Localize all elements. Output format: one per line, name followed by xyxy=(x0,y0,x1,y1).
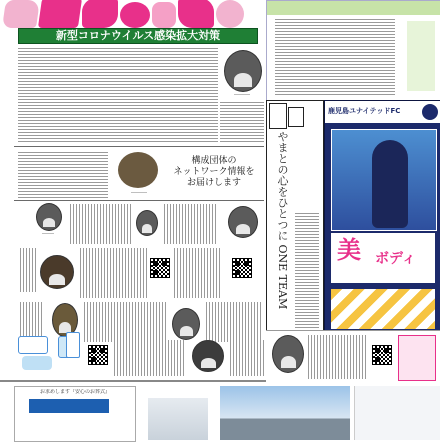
masthead-glyph xyxy=(38,0,82,28)
slogan-body: ボディ xyxy=(375,251,416,267)
schedule-box xyxy=(266,0,440,102)
bottom-ad-banner xyxy=(29,399,109,413)
bottom-ad xyxy=(14,386,136,442)
member-text xyxy=(82,302,168,342)
member-text xyxy=(228,340,264,376)
qr-code[interactable] xyxy=(372,345,392,365)
member-text xyxy=(18,248,38,292)
member-text xyxy=(68,204,132,244)
notice-line-1: 構成団体の xyxy=(191,155,237,166)
slogan-big-char: 美 xyxy=(337,236,361,264)
member-photo xyxy=(272,335,304,373)
member-caption: ――― xyxy=(42,231,54,236)
bottom-right-ad xyxy=(354,386,440,440)
member-photo xyxy=(192,340,224,372)
member-photo xyxy=(136,210,158,236)
article-top-text xyxy=(18,46,218,144)
masthead-glyph xyxy=(82,0,118,28)
member-photo xyxy=(228,206,258,238)
vertical-headline: やまとの心をひとつに ONE TEAM xyxy=(276,131,289,310)
schedule-stripe xyxy=(407,21,435,91)
masthead-glyph xyxy=(216,0,244,28)
schedule-lines xyxy=(275,17,395,97)
sale-badge xyxy=(398,335,436,381)
soccer-ad-stripe xyxy=(331,289,435,329)
masthead-glyph xyxy=(178,0,214,28)
masthead-glyph xyxy=(120,2,150,28)
masthead-glyph xyxy=(2,0,40,28)
member-text xyxy=(78,248,148,298)
member-text xyxy=(172,248,222,298)
qr-code[interactable] xyxy=(232,258,252,278)
bottom-ad-title: お求めします『安心のお葬式』 xyxy=(39,389,110,395)
member-photo xyxy=(40,255,74,289)
mask-illustration xyxy=(18,336,48,354)
masthead-glyph xyxy=(152,2,176,28)
member-text xyxy=(306,335,368,379)
player-figure xyxy=(372,140,408,228)
member-photo xyxy=(36,203,62,231)
network-notice xyxy=(164,150,264,194)
right-feature xyxy=(266,330,440,383)
officer-caption: ―――― xyxy=(131,190,147,195)
soccer-club-name: 鹿児島ユナイテッドFC xyxy=(328,107,401,115)
divider xyxy=(0,380,266,382)
article-top-text-right xyxy=(220,100,264,144)
notice-line-2: ネットワーク情報を xyxy=(173,166,255,177)
qr-code[interactable] xyxy=(150,258,170,278)
hand-wash-illustration xyxy=(22,356,52,370)
member-text xyxy=(112,340,186,376)
building-illustration xyxy=(148,398,208,440)
section-banner-text: 新型コロナウイルス感染拡大対策 xyxy=(55,29,221,42)
building-photo xyxy=(220,386,350,440)
notice-line-3: お届けします xyxy=(186,177,241,188)
headline-seal xyxy=(269,103,287,129)
schedule-header xyxy=(267,1,440,15)
soccer-ad-header xyxy=(325,101,440,124)
section-banner xyxy=(18,28,258,44)
club-emblem-icon xyxy=(421,103,439,121)
divider xyxy=(14,200,264,201)
chairman-photo xyxy=(224,50,262,92)
member-text xyxy=(204,302,262,342)
member-text xyxy=(162,204,218,244)
soccer-ad-slogan xyxy=(331,233,435,283)
officer-photo xyxy=(118,152,158,188)
masthead-title xyxy=(4,0,259,28)
chairman-caption: ―――― xyxy=(234,92,250,97)
member-photo xyxy=(172,308,200,340)
qr-code[interactable] xyxy=(88,345,108,365)
article-left-text xyxy=(18,150,108,200)
soccer-ad-photo xyxy=(331,129,437,231)
headline-seal xyxy=(288,107,304,127)
divider xyxy=(14,146,264,147)
sanitizer-illustration xyxy=(66,332,80,358)
